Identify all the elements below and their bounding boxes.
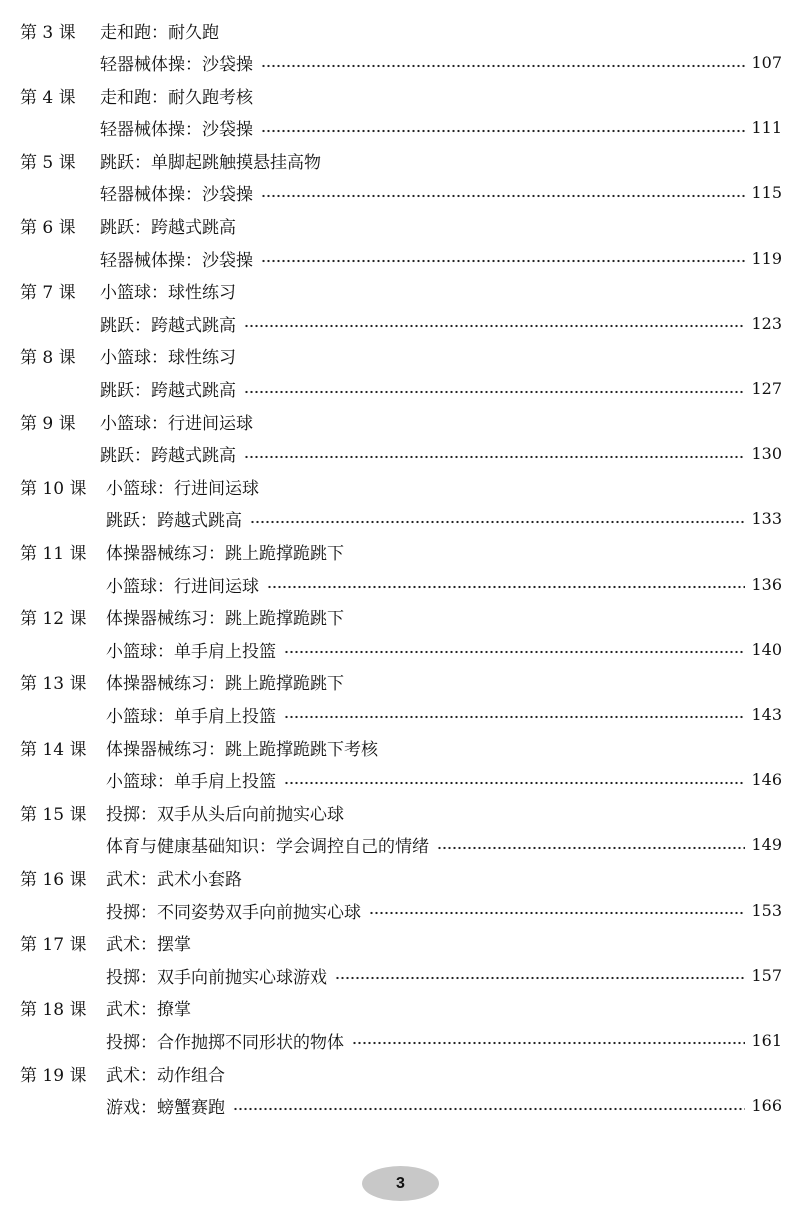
lesson-number: 第 4 课 — [20, 87, 76, 108]
lesson-topic-primary: 小篮球：球性练习 — [100, 283, 236, 304]
toc-entry-header — [20, 405, 782, 437]
lesson-topic-primary: 走和跑：耐久跑 — [100, 22, 219, 43]
lesson-topic-secondary: 小篮球：行进间运球 — [106, 576, 259, 597]
page-ref: 161 — [751, 1030, 782, 1050]
lesson-number: 第 16 课 — [20, 869, 87, 890]
dot-leader — [261, 53, 745, 73]
toc-entry-header — [20, 796, 782, 828]
dot-leader — [261, 118, 745, 138]
toc-entry — [20, 731, 782, 796]
toc-entry-subline[interactable] — [20, 568, 782, 600]
page-ref: 133 — [751, 509, 782, 529]
toc-entry-header — [20, 340, 782, 372]
toc-entry-header — [20, 79, 782, 111]
lesson-topic-primary: 走和跑：耐久跑考核 — [100, 87, 253, 108]
lesson-topic-primary: 武术：武术小套路 — [106, 869, 242, 890]
lesson-topic-primary: 武术：撩掌 — [106, 1000, 191, 1021]
toc-entry-header — [20, 470, 782, 502]
lesson-number: 第 17 课 — [20, 935, 87, 956]
toc-entry — [20, 536, 782, 601]
page-ref: 111 — [751, 118, 782, 138]
lesson-topic-primary: 投掷：双手从头后向前抛实心球 — [106, 804, 344, 825]
page-number-badge: 3 — [362, 1166, 439, 1201]
lesson-number: 第 11 课 — [20, 544, 87, 564]
toc-entry — [20, 992, 782, 1057]
lesson-topic-primary: 武术：动作组合 — [106, 1065, 225, 1086]
toc-entry-header — [20, 144, 782, 176]
dot-leader — [352, 1030, 745, 1050]
lesson-topic-secondary: 小篮球：单手肩上投篮 — [106, 706, 276, 727]
toc-entry — [20, 405, 782, 470]
page-ref: 119 — [751, 248, 782, 268]
toc-entry-header — [20, 536, 782, 568]
toc-entry-header — [20, 861, 782, 893]
toc-entry-header — [20, 275, 782, 307]
lesson-number: 第 14 课 — [20, 739, 87, 760]
lesson-topic-secondary: 轻器械体操：沙袋操 — [100, 55, 253, 76]
lesson-topic-primary: 武术：摆掌 — [106, 935, 191, 956]
dot-leader — [244, 313, 745, 333]
toc-entry — [20, 470, 782, 535]
lesson-topic-primary: 小篮球：行进间运球 — [106, 478, 259, 499]
toc-entry-subline[interactable] — [20, 242, 782, 274]
toc-entry — [20, 927, 782, 992]
lesson-topic-primary: 体操器械练习：跳上跪撑跪跳下 — [106, 609, 344, 630]
lesson-number: 第 7 课 — [20, 283, 76, 304]
lesson-topic-secondary: 轻器械体操：沙袋操 — [100, 185, 253, 206]
lesson-topic-secondary: 跳跃：跨越式跳高 — [100, 381, 236, 402]
toc-entry-subline[interactable] — [20, 1024, 782, 1056]
page-ref: 136 — [751, 574, 782, 594]
lesson-topic-secondary: 轻器械体操：沙袋操 — [100, 120, 253, 141]
dot-leader — [250, 509, 745, 529]
toc-entry-subline[interactable] — [20, 1090, 782, 1122]
lesson-number: 第 12 课 — [20, 609, 87, 630]
lesson-topic-secondary: 跳跃：跨越式跳高 — [106, 511, 242, 532]
lesson-topic-secondary: 小篮球：单手肩上投篮 — [106, 641, 276, 662]
toc-entry — [20, 601, 782, 666]
toc-entry-header — [20, 927, 782, 959]
lesson-number: 第 18 课 — [20, 1000, 87, 1021]
toc-entry-subline[interactable] — [20, 47, 782, 79]
lesson-topic-secondary: 游戏：螃蟹赛跑 — [106, 1098, 225, 1119]
dot-leader — [437, 835, 745, 855]
page-ref: 146 — [751, 770, 782, 790]
toc-entry-subline[interactable] — [20, 829, 782, 861]
toc-entry — [20, 14, 782, 79]
lesson-topic-primary: 体操器械练习：跳上跪撑跪跳下 — [106, 674, 344, 695]
toc-entry — [20, 144, 782, 209]
lesson-topic-primary: 体操器械练习：跳上跪撑跪跳下考核 — [106, 739, 378, 760]
toc-entry-subline[interactable] — [20, 307, 782, 339]
toc-entry-header — [20, 731, 782, 763]
toc-entry-subline[interactable] — [20, 373, 782, 405]
toc-entry-header — [20, 14, 782, 46]
lesson-number: 第 3 课 — [20, 22, 76, 43]
toc-entry-header — [20, 992, 782, 1024]
toc-entry — [20, 210, 782, 275]
lesson-topic-primary: 小篮球：球性练习 — [100, 348, 236, 369]
lesson-topic-secondary: 跳跃：跨越式跳高 — [100, 446, 236, 467]
lesson-number: 第 8 课 — [20, 348, 76, 369]
lesson-number: 第 5 课 — [20, 152, 76, 173]
page-ref: 115 — [751, 183, 782, 203]
page-ref: 123 — [751, 313, 782, 333]
toc-entry — [20, 340, 782, 405]
page-ref: 157 — [751, 965, 782, 985]
toc-entry-subline[interactable] — [20, 764, 782, 796]
page-ref: 143 — [751, 704, 782, 724]
toc-entry-subline[interactable] — [20, 112, 782, 144]
page-ref: 153 — [751, 900, 782, 920]
lesson-number: 第 19 课 — [20, 1065, 87, 1086]
toc-entry-subline[interactable] — [20, 503, 782, 535]
toc-entry — [20, 79, 782, 144]
lesson-topic-primary: 跳跃：单脚起跳触摸悬挂高物 — [100, 152, 321, 173]
toc-entry-subline[interactable] — [20, 633, 782, 665]
toc-entry — [20, 275, 782, 340]
lesson-topic-primary: 体操器械练习：跳上跪撑跪跳下 — [106, 544, 344, 564]
toc-entry — [20, 666, 782, 731]
table-of-contents — [20, 14, 782, 1122]
page-ref: 130 — [751, 444, 782, 464]
toc-entry-subline[interactable] — [20, 959, 782, 991]
toc-entry-subline[interactable] — [20, 894, 782, 926]
dot-leader — [284, 639, 745, 659]
page-ref: 166 — [751, 1096, 782, 1116]
dot-leader — [233, 1096, 745, 1116]
lesson-topic-secondary: 跳跃：跨越式跳高 — [100, 315, 236, 336]
page-ref: 127 — [751, 379, 782, 399]
page-ref: 107 — [751, 53, 782, 73]
page-ref: 140 — [751, 639, 782, 659]
toc-entry — [20, 861, 782, 926]
lesson-number: 第 15 课 — [20, 804, 87, 825]
lesson-number: 第 13 课 — [20, 674, 87, 695]
lesson-number: 第 6 课 — [20, 218, 76, 239]
lesson-number: 第 9 课 — [20, 413, 76, 434]
dot-leader — [284, 704, 745, 724]
dot-leader — [244, 379, 745, 399]
dot-leader — [369, 900, 745, 920]
dot-leader — [261, 248, 745, 268]
lesson-topic-secondary: 小篮球：单手肩上投篮 — [106, 772, 276, 793]
page-ref: 149 — [751, 835, 782, 855]
toc-entry — [20, 1057, 782, 1122]
toc-entry-header — [20, 210, 782, 242]
toc-entry-subline[interactable] — [20, 438, 782, 470]
lesson-number: 第 10 课 — [20, 478, 87, 499]
dot-leader — [261, 183, 745, 203]
toc-entry-header — [20, 666, 782, 698]
lesson-topic-secondary: 轻器械体操：沙袋操 — [100, 250, 253, 271]
lesson-topic-secondary: 投掷：不同姿势双手向前抛实心球 — [106, 902, 361, 923]
toc-entry-header — [20, 1057, 782, 1089]
toc-entry-subline[interactable] — [20, 698, 782, 730]
dot-leader — [284, 770, 745, 790]
toc-entry-header — [20, 601, 782, 633]
toc-entry-subline[interactable] — [20, 177, 782, 209]
dot-leader — [244, 444, 745, 464]
dot-leader — [267, 574, 745, 594]
dot-leader — [335, 965, 745, 985]
lesson-topic-primary: 跳跃：跨越式跳高 — [100, 218, 236, 239]
lesson-topic-secondary: 投掷：双手向前抛实心球游戏 — [106, 967, 327, 988]
toc-entry — [20, 796, 782, 861]
lesson-topic-secondary: 体育与健康基础知识：学会调控自己的情绪 — [106, 837, 429, 858]
lesson-topic-primary: 小篮球：行进间运球 — [100, 413, 253, 434]
lesson-topic-secondary: 投掷：合作抛掷不同形状的物体 — [106, 1032, 344, 1053]
